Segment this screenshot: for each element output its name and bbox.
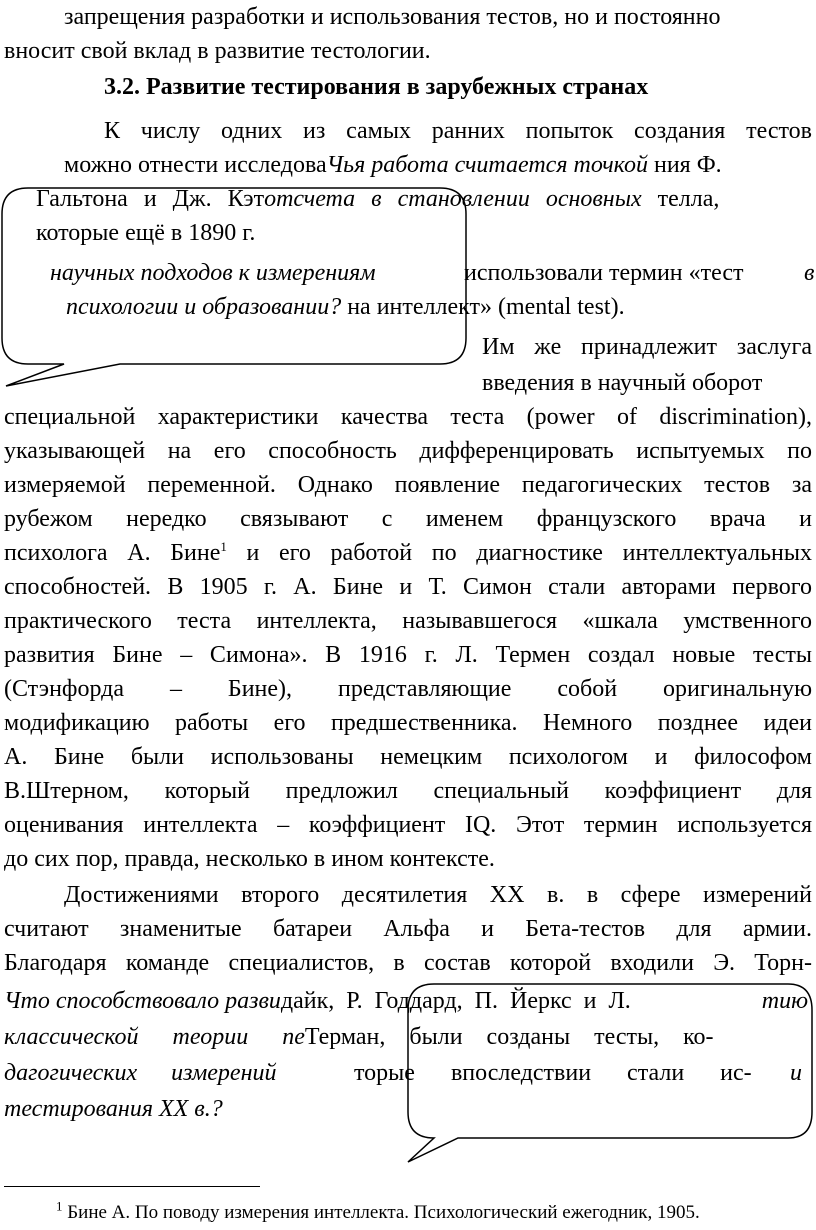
text-line: запрещения разработки и использования тестов, но и постоянно (64, 4, 721, 30)
bubble-text-fragment: и (790, 1060, 802, 1086)
bubble-text-fragment: классической теории пе (4, 1024, 305, 1050)
text-line (64, 148, 812, 182)
footnote-text: Бине А. По поводу измерения интеллекта. Психологический ежегодник, 1905. (62, 1202, 700, 1223)
text-line: измеряемой переменной. Однако появление педагогических тестов за (4, 472, 812, 498)
bubble-text-fragment: Что способствовало разви (4, 988, 281, 1014)
text-line: тестирования XX в.? (4, 1096, 223, 1122)
text-line: (Стэнфорда – Бине), представляющие собой оригинальную (4, 676, 812, 702)
text-line: рубежом нередко связывают с именем французского врача и (4, 506, 812, 532)
text-line: способностей. В 1905 г. А. Бине и Т. Симон стали авторами первого (4, 574, 812, 600)
footnote (56, 1200, 700, 1226)
text-fragment: телла, (641, 186, 720, 212)
text-fragment: на интеллект» (mental test). (341, 294, 625, 320)
text-line: В.Штерном, который предложил специальный коэффициент для (4, 778, 812, 804)
text-fragment: ния Ф. (647, 152, 722, 178)
section-heading: 3.2. Развитие тестирования в зарубежных странах (104, 74, 649, 100)
text-line: указывающей на его способность дифференцировать испытуемых по (4, 438, 812, 464)
bubble-text-fragment: дагогических измерений (4, 1060, 277, 1086)
bubble-text-fragment: отсчета в становлении основных (264, 186, 642, 212)
text-line: Благодаря команде специалистов, в состав которой входили Э. Торн- (4, 950, 812, 976)
text-line: вносит свой вклад в развитие тестологии. (4, 38, 431, 64)
text-line: Достижениями второго десятилетия XX в. в сфере измерений (64, 882, 812, 908)
bubble-text-fragment: тию (761, 988, 808, 1014)
text-line: модификацию работы его предшественника. Немного позднее идеи (4, 710, 812, 736)
text-line: А. Бине были использованы немецким психологом и философом (4, 744, 812, 770)
text-fragment: торые впоследствии стали ис- (354, 1060, 752, 1086)
text-line: оценивания интеллекта – коэффициент IQ. Этот термин используется (4, 812, 812, 838)
text-line: Им же принадлежит заслуга (482, 334, 812, 360)
speech-bubble-bottom (400, 964, 816, 1164)
text-line: до сих пор, правда, несколько в ином контексте. (4, 846, 495, 872)
text-fragment: психолога А. Бине (4, 540, 221, 566)
text-line: развития Бине – Симона». В 1916 г. Л. Термен создал новые тесты (4, 642, 812, 668)
text-line: К числу одних из самых ранних попыток создания тестов (104, 118, 812, 144)
footnote-divider (4, 1186, 260, 1187)
text-line (4, 536, 812, 570)
text-line: специальной характеристики качества теста (power of discrimination), (4, 404, 812, 430)
bubble-text-fragment: научных подходов к измерениям (50, 260, 376, 286)
text-fragment: и его работой по диагностике интеллектуальных (226, 540, 812, 566)
text-fragment: Гальтона и Дж. Кэт (36, 186, 265, 212)
text-line: которые ещё в 1890 г. (36, 220, 256, 246)
text-line: считают знаменитые батареи Альфа и Бета-тестов для армии. (4, 916, 812, 942)
speech-bubble-top (0, 180, 480, 390)
bubble-text-fragment: психологии и образовании? (66, 294, 342, 320)
footnote-mark: 1 (56, 1198, 63, 1214)
text-line: практического теста интеллекта, называвшегося «шкала умственного (4, 608, 812, 634)
text-fragment: использовали термин «тест (464, 260, 744, 286)
footnote-ref[interactable]: 1 (220, 539, 227, 554)
text-fragment: Терман, были созданы тесты, ко- (304, 1024, 714, 1050)
text-fragment: дайк, Р. Годдард, П. Йеркс и Л. (280, 988, 631, 1014)
text-line: введения в научный оборот (482, 370, 763, 396)
bubble-text-fragment: в (804, 260, 815, 286)
text-fragment: можно отнести исследова (64, 152, 327, 178)
bubble-text-fragment: Чья работа считается точкой (326, 152, 648, 178)
